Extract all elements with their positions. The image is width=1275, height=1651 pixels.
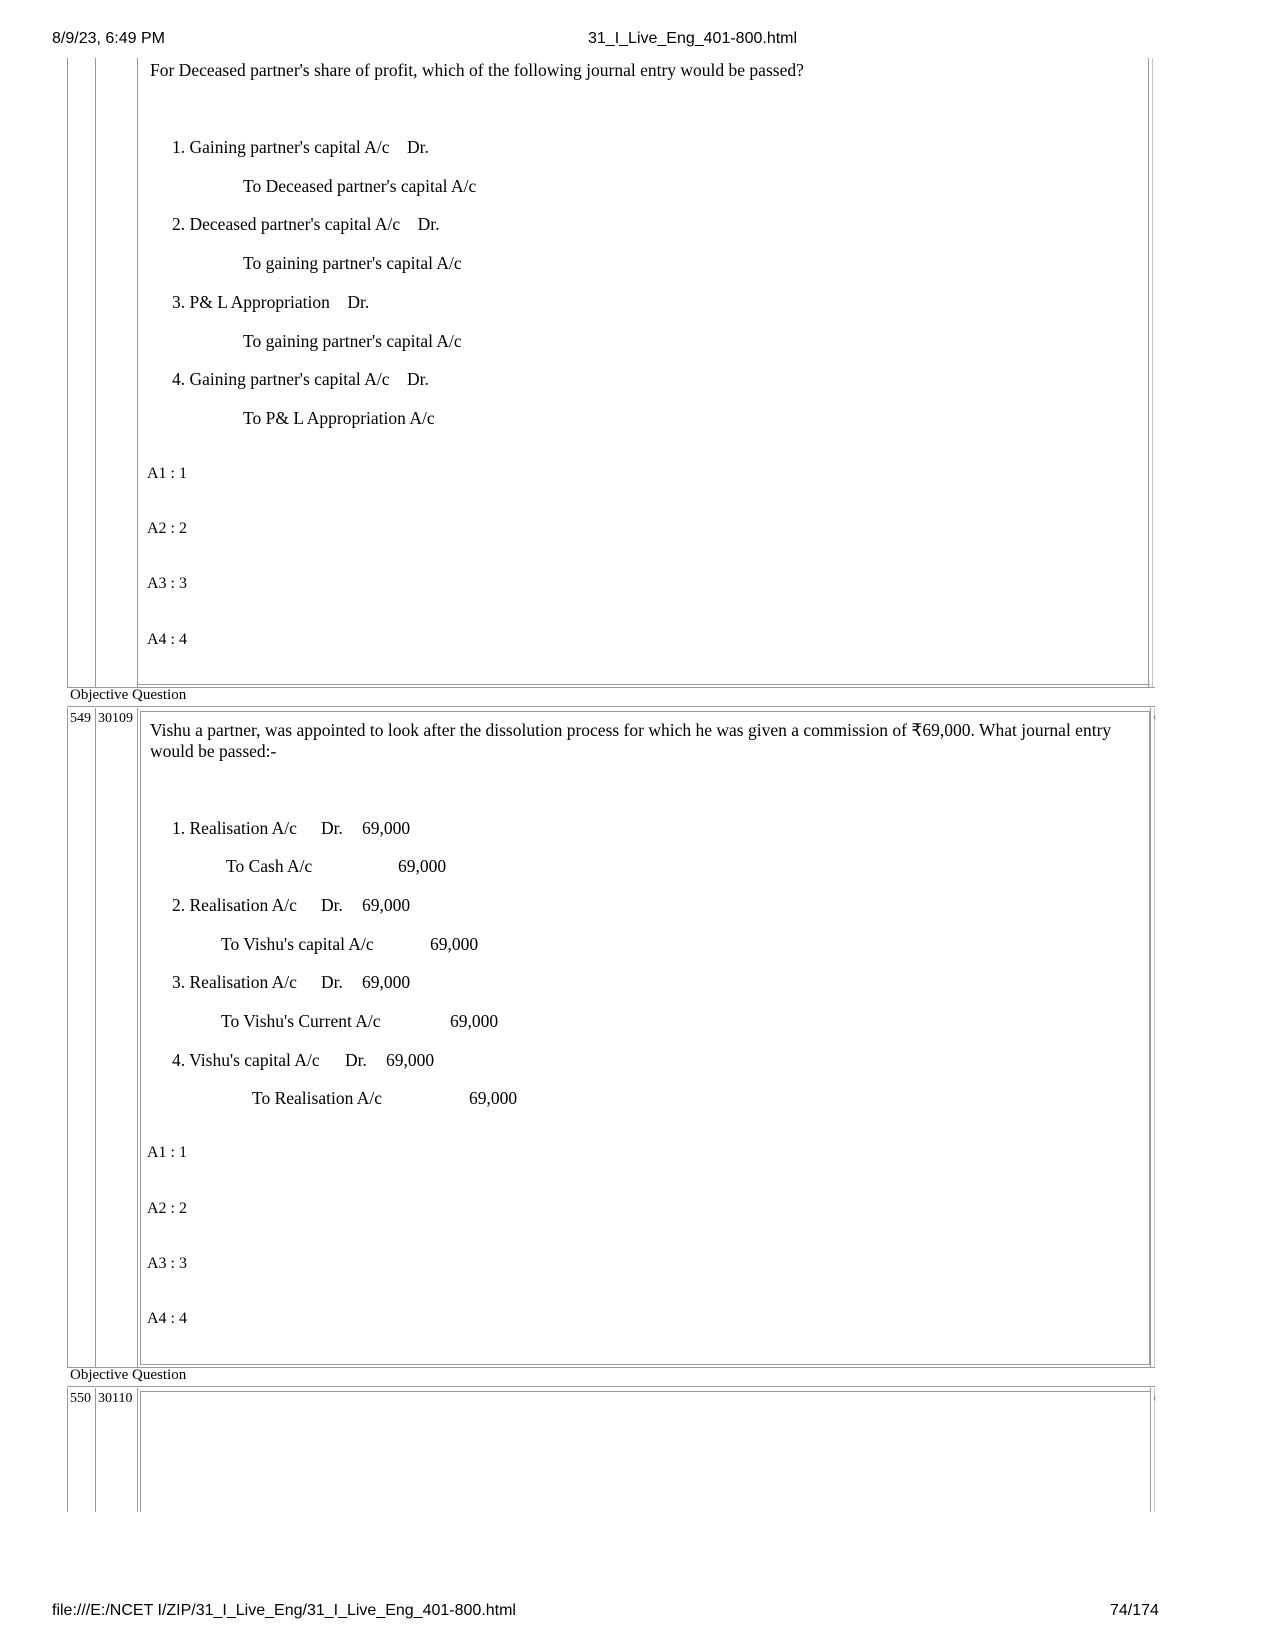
question-type-label: Objective Question (70, 687, 187, 703)
row-border (67, 706, 1155, 707)
table-border (137, 58, 138, 687)
option-line: To gaining partner's capital A/c (243, 331, 462, 351)
question-cell (140, 711, 1150, 1365)
table-border (95, 58, 96, 687)
table-border (67, 58, 68, 687)
table-border (137, 1388, 138, 1512)
answer-option: A4 : 4 (147, 631, 187, 648)
option-line: To gaining partner's capital A/c (243, 253, 462, 273)
option-line: To P& L Appropriation A/c (243, 408, 435, 428)
table-border (67, 708, 68, 1368)
print-datetime: 8/9/23, 6:49 PM (52, 30, 165, 47)
option-line: 4. Gaining partner's capital A/c Dr. (172, 369, 429, 389)
table-border (67, 1388, 68, 1512)
cell-top-border (140, 1391, 1150, 1392)
answer-option: A3 : 3 (147, 575, 187, 592)
serial-number: 549 (70, 711, 91, 726)
row-border (67, 1386, 1155, 1387)
question-text: Vishu a partner, was appointed to look after the dissolution process for which he was given a commission of ₹69,000. What journal entry would be passed:- (150, 720, 1112, 761)
table-border (140, 1391, 141, 1512)
table-border (1150, 1388, 1155, 1512)
table-border (95, 1388, 96, 1512)
question-type-label: Objective Question (70, 1367, 187, 1383)
option-line: 3. P& L Appropriation Dr. (172, 292, 370, 312)
table-border (137, 708, 138, 1368)
table-border (95, 708, 96, 1368)
row-border (67, 1367, 1155, 1368)
answer-option: A1 : 1 (147, 465, 187, 482)
row-border (67, 687, 1155, 688)
option-line: To Deceased partner's capital A/c (243, 176, 477, 196)
option-line: 2. Deceased partner's capital A/c Dr. (172, 214, 440, 234)
question-id: 30110 (98, 1391, 133, 1406)
answer-option: A1 : 1 (147, 1144, 187, 1161)
question-text: For Deceased partner's share of profit, which of the following journal entry would be passed? (150, 60, 804, 80)
answer-option: A4 : 4 (147, 1310, 187, 1327)
table-border (1150, 708, 1155, 1368)
question-id: 30109 (98, 711, 133, 726)
table-border (1148, 58, 1153, 687)
answer-option: A2 : 2 (147, 520, 187, 537)
answer-option: A3 : 3 (147, 1255, 187, 1272)
option-line: 1. Gaining partner's capital A/c Dr. (172, 137, 429, 157)
serial-number: 550 (70, 1391, 91, 1406)
print-file-path: file:///E:/NCET I/ZIP/31_I_Live_Eng/31_I_Live_Eng_401-800.html (52, 1602, 516, 1619)
print-page-number: 74/174 (1110, 1602, 1159, 1619)
cell-bottom-border (138, 684, 1150, 685)
answer-option: A2 : 2 (147, 1200, 187, 1217)
print-title: 31_I_Live_Eng_401-800.html (588, 30, 798, 47)
